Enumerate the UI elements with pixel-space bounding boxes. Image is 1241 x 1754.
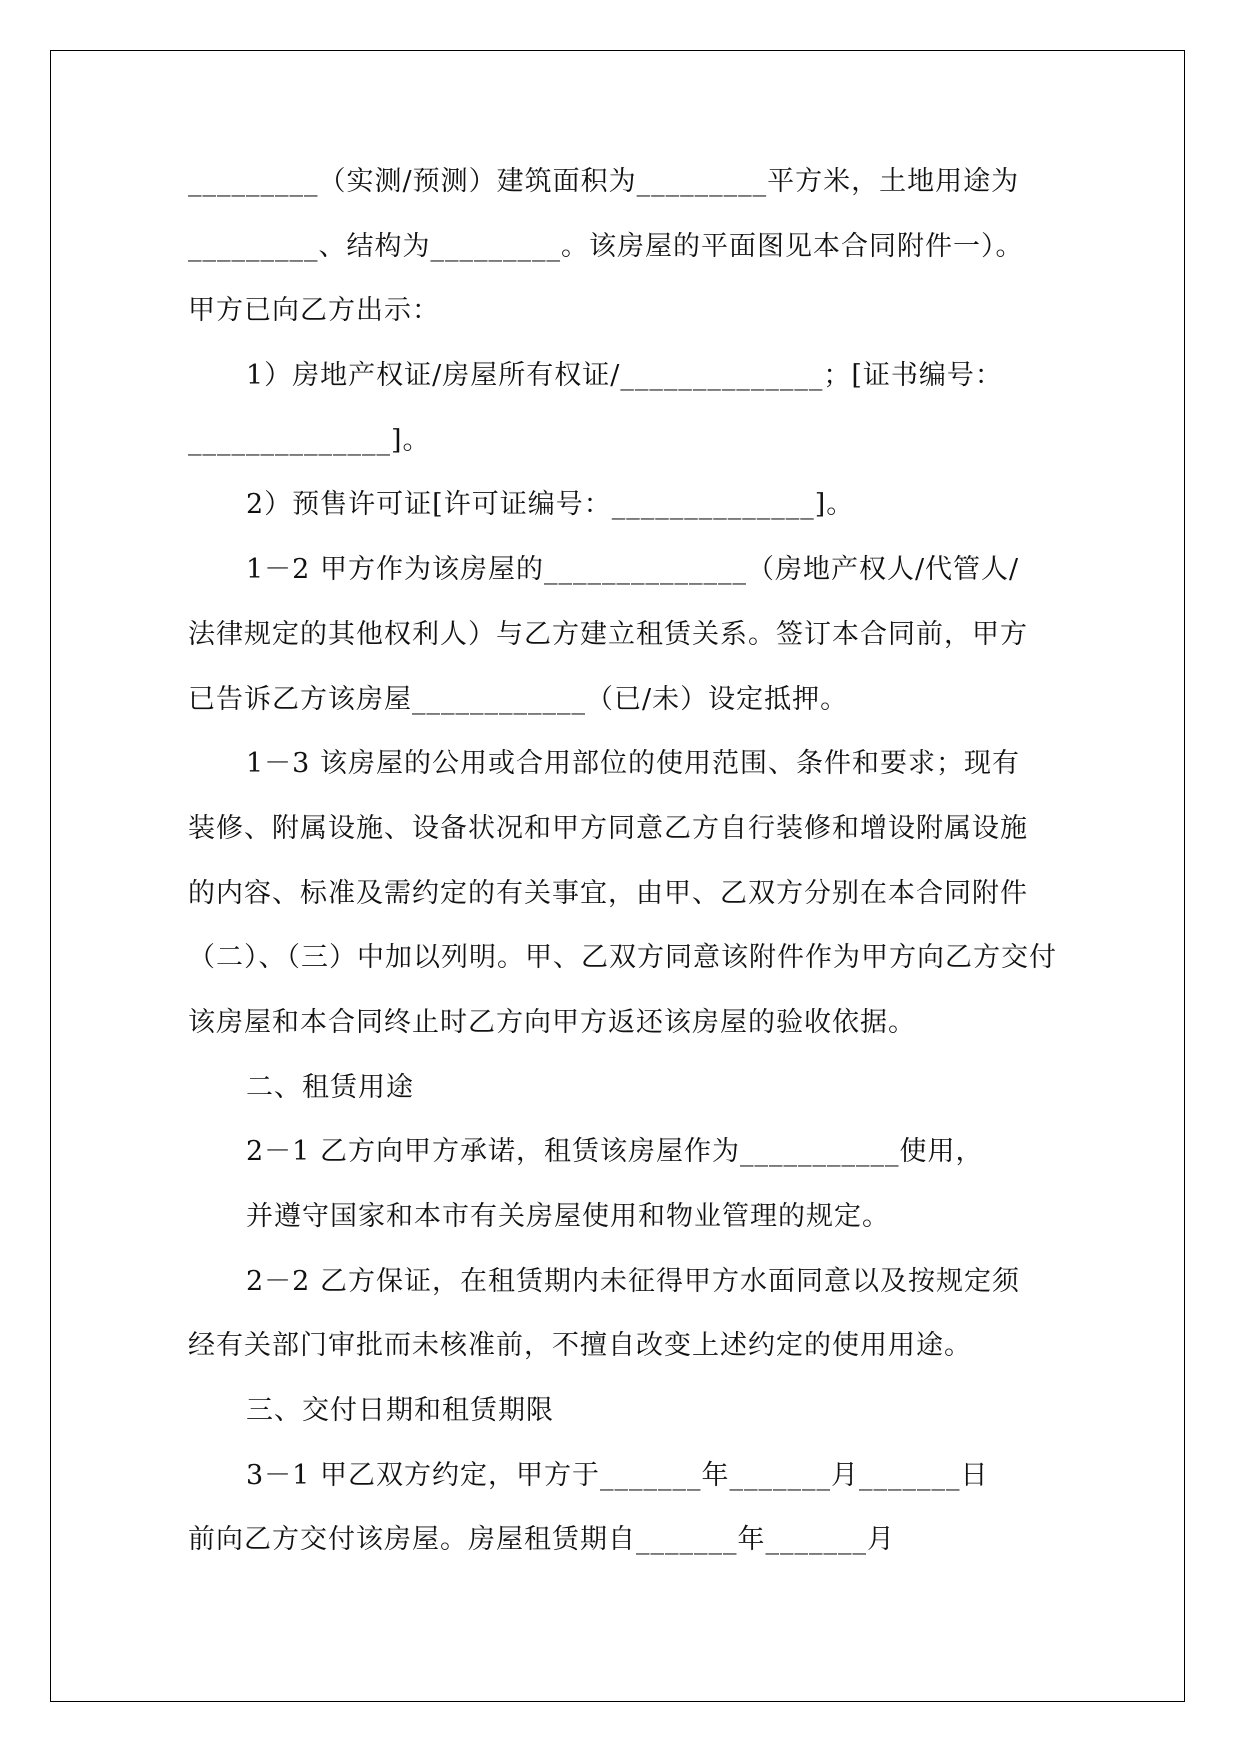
text-line: _________、结构为_________。该房屋的平面图见本合同附件一）。 [188,230,1024,262]
text-line: 已告诉乙方该房屋____________（已/未）设定抵押。 [188,683,849,715]
text-line: 甲方已向乙方出示： [188,295,440,327]
text-line: 2）预售许可证[许可证编号：______________]。 [246,489,855,521]
text-line: （二）、（三）中加以列明。甲、乙双方同意该附件作为甲方向乙方交付 [188,942,1057,974]
text-line: 2－1 乙方向甲方承诺，租赁该房屋作为___________使用， [246,1136,984,1168]
text-line: _________（实测/预测）建筑面积为_________平方米，土地用途为 [188,166,1020,197]
text-line: 3－1 甲乙双方约定，甲方于_______年_______月_______日 [246,1459,989,1491]
contract-text [188,162,1068,1585]
text-line: 该房屋和本合同终止时乙方向甲方返还该房屋的验收依据。 [188,1006,916,1038]
text-line: 前向乙方交付该房屋。房屋租赁期自_______年_______月 [188,1524,895,1556]
text-line: 三、交付日期和租赁期限 [246,1395,554,1427]
text-line: 1－3 该房屋的公用或合用部位的使用范围、条件和要求；现有 [246,748,1020,780]
text-line: 2－2 乙方保证，在租赁期内未征得甲方水面同意以及按规定须 [246,1265,1020,1297]
text-line: 装修、附属设施、设备状况和甲方同意乙方自行装修和增设附属设施 [188,812,1028,844]
text-line: 法律规定的其他权利人）与乙方建立租赁关系。签订本合同前，甲方 [188,618,1028,650]
text-line: 二、租赁用途 [246,1071,414,1103]
text-line: 并遵守国家和本市有关房屋使用和物业管理的规定。 [246,1201,890,1232]
text-line: 1－2 甲方作为该房屋的______________（房地产权人/代管人/ [246,554,1020,586]
text-line: ______________]。 [188,424,431,456]
text-line: 经有关部门审批而未核准前，不擅自改变上述约定的使用用途。 [188,1330,972,1362]
text-line: 1）房地产权证/房屋所有权证/______________；[证书编号： [246,360,1003,392]
text-line: 的内容、标准及需约定的有关事宜，由甲、乙双方分别在本合同附件 [188,877,1028,909]
